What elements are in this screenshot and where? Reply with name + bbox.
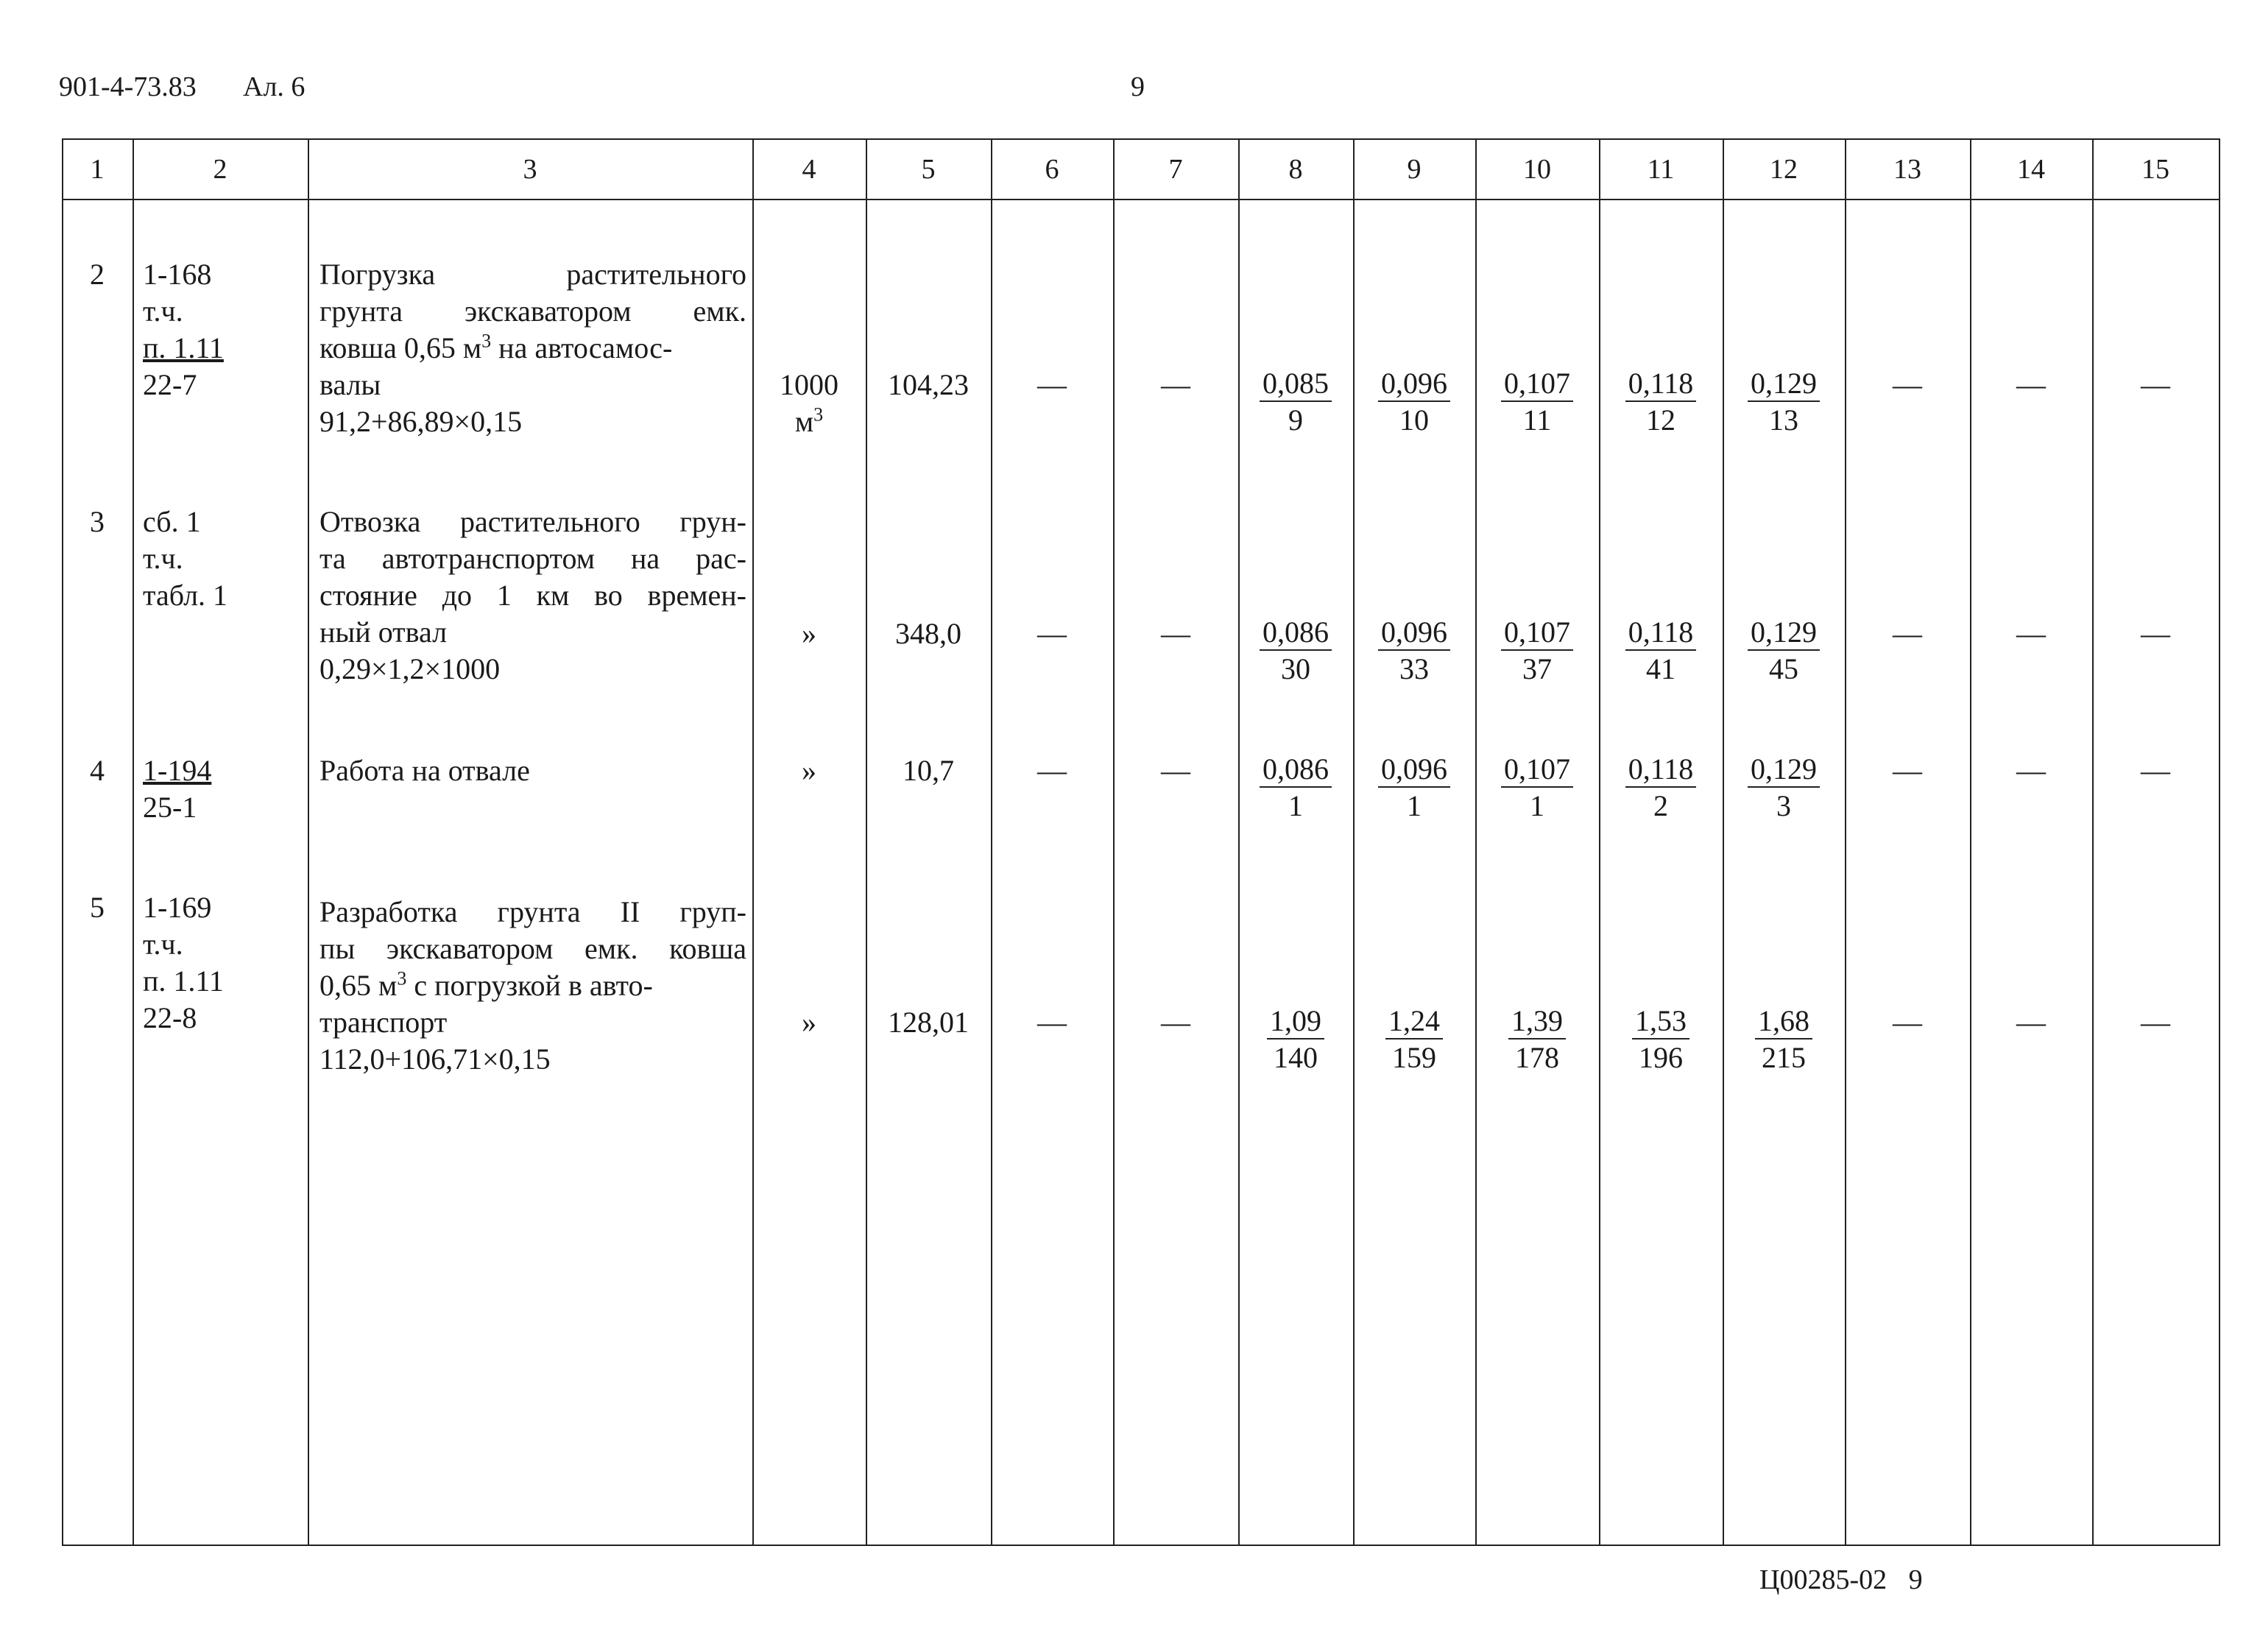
dash: —	[1037, 1006, 1067, 1039]
col-divider	[1475, 138, 1477, 1546]
dash: —	[1161, 368, 1190, 401]
norm-code: 1-168 т.ч. п. 1.11 22-7	[143, 258, 224, 401]
footer-code: Ц00285-02 9	[1759, 1564, 1923, 1595]
col-divider	[1353, 138, 1355, 1546]
dash: —	[1893, 368, 1922, 401]
dash: —	[2016, 617, 2046, 650]
fraction-value: $\frac{1,39}{178}$	[1475, 1004, 1599, 1075]
column-header: 4	[802, 154, 816, 185]
dash: —	[1037, 754, 1067, 787]
norm-code: сб. 1 т.ч. табл. 1	[143, 505, 228, 612]
unit: »	[802, 754, 816, 787]
row-number: 3	[90, 505, 105, 538]
work-description: Работа на отвале	[319, 754, 530, 787]
column-header: 5	[921, 154, 936, 185]
row-number: 2	[90, 258, 105, 291]
fraction-value: $\frac{1,53}{196}$	[1599, 1004, 1723, 1075]
fraction-value: $\frac{0,085}{9}$	[1238, 367, 1353, 437]
fraction-value: $\frac{1,68}{215}$	[1723, 1004, 1845, 1075]
column-header: 10	[1523, 154, 1551, 185]
fraction-value: $\frac{1,24}{159}$	[1353, 1004, 1475, 1075]
table-border-top	[62, 138, 2220, 140]
fraction-value: $\frac{0,129}{3}$	[1723, 752, 1845, 823]
dash: —	[2141, 617, 2170, 650]
dash: —	[1893, 754, 1922, 787]
row-number: 5	[90, 891, 105, 924]
fraction-value: $\frac{0,086}{1}$	[1238, 752, 1353, 823]
column-header: 8	[1288, 154, 1303, 185]
column-header: 12	[1770, 154, 1798, 185]
column-header: 15	[2141, 154, 2169, 185]
dash: —	[2016, 368, 2046, 401]
norm-code: 1-194 25-1	[143, 754, 212, 824]
sheet-label: Ал. 6	[243, 71, 306, 102]
document-code: 901-4-73.83	[59, 71, 197, 102]
col-divider	[2219, 138, 2220, 1546]
column-header: 7	[1168, 154, 1183, 185]
page-number: 9	[1131, 71, 1145, 102]
col-divider	[1238, 138, 1240, 1546]
dash: —	[2141, 1006, 2170, 1039]
header-row-divider	[62, 199, 2220, 200]
fraction-value: $\frac{0,096}{1}$	[1353, 752, 1475, 823]
col-divider	[1970, 138, 1971, 1546]
column-header: 6	[1045, 154, 1059, 185]
quantity: 10,7	[903, 754, 954, 787]
footer-page-number: 9	[1908, 1564, 1923, 1595]
fraction-value: $\frac{0,096}{10}$	[1353, 367, 1475, 437]
column-header: 14	[2017, 154, 2045, 185]
unit: »	[802, 617, 816, 650]
quantity: 128,01	[888, 1006, 969, 1039]
row-number: 4	[90, 754, 105, 787]
col-divider	[1723, 138, 1724, 1546]
column-header: 13	[1893, 154, 1921, 185]
fraction-value: $\frac{0,118}{2}$	[1599, 752, 1723, 823]
quantity: 104,23	[888, 368, 969, 401]
col-divider	[752, 138, 754, 1546]
unit: 1000 $м^3$	[780, 368, 838, 438]
col-divider	[308, 138, 309, 1546]
dash: —	[2016, 754, 2046, 787]
fraction-value: $\frac{0,118}{12}$	[1599, 367, 1723, 437]
dash: —	[1893, 1006, 1922, 1039]
fraction-value: $\frac{0,118}{41}$	[1599, 615, 1723, 686]
col-divider	[1599, 138, 1600, 1546]
dash: —	[1037, 617, 1067, 650]
col-divider	[1845, 138, 1846, 1546]
col-divider	[2092, 138, 2094, 1546]
estimate-table	[62, 138, 2220, 1546]
work-description: Отвозка растительного грун- та автотранспортом на рас- стояние до 1 км во времен- ный отвал 0,29×1,2×1000	[319, 505, 746, 685]
dash: —	[1161, 617, 1190, 650]
unit: »	[802, 1006, 816, 1039]
col-divider	[1113, 138, 1115, 1546]
work-description: Погрузка растительного грунта экскаватором емк. ковша 0,65 $м^3$ на автосамос- валы 91,2+86,89×0,15	[319, 258, 746, 438]
fraction-value: $\frac{0,107}{1}$	[1475, 752, 1599, 823]
dash: —	[1893, 617, 1922, 650]
work-description: Разработка грунта II груп- пы экскаватором емк. ковша 0,65 $м^3$ с погрузкой в авто- транспорт 112,0+106,71×0,15	[319, 895, 746, 1076]
quantity: 348,0	[895, 617, 961, 650]
col-divider	[866, 138, 867, 1546]
fraction-value: $\frac{0,129}{13}$	[1723, 367, 1845, 437]
norm-code: 1-169 т.ч. п. 1.11 22-8	[143, 891, 224, 1034]
column-header: 1	[90, 154, 105, 185]
dash: —	[1161, 754, 1190, 787]
fraction-value: $\frac{0,107}{11}$	[1475, 367, 1599, 437]
col-divider	[62, 138, 63, 1546]
column-header: 11	[1647, 154, 1675, 185]
fraction-value: $\frac{0,096}{33}$	[1353, 615, 1475, 686]
dash: —	[2141, 754, 2170, 787]
dash: —	[2141, 368, 2170, 401]
fraction-value: $\frac{0,129}{45}$	[1723, 615, 1845, 686]
table-border-bottom	[62, 1545, 2220, 1546]
dash: —	[2016, 1006, 2046, 1039]
dash: —	[1161, 1006, 1190, 1039]
dash: —	[1037, 368, 1067, 401]
fraction-value: $\frac{0,107}{37}$	[1475, 615, 1599, 686]
column-header: 3	[523, 154, 537, 185]
col-divider	[133, 138, 134, 1546]
column-header: 9	[1407, 154, 1422, 185]
fraction-value: $\frac{1,09}{140}$	[1238, 1004, 1353, 1075]
column-header: 2	[213, 154, 227, 185]
fraction-value: $\frac{0,086}{30}$	[1238, 615, 1353, 686]
col-divider	[991, 138, 992, 1546]
